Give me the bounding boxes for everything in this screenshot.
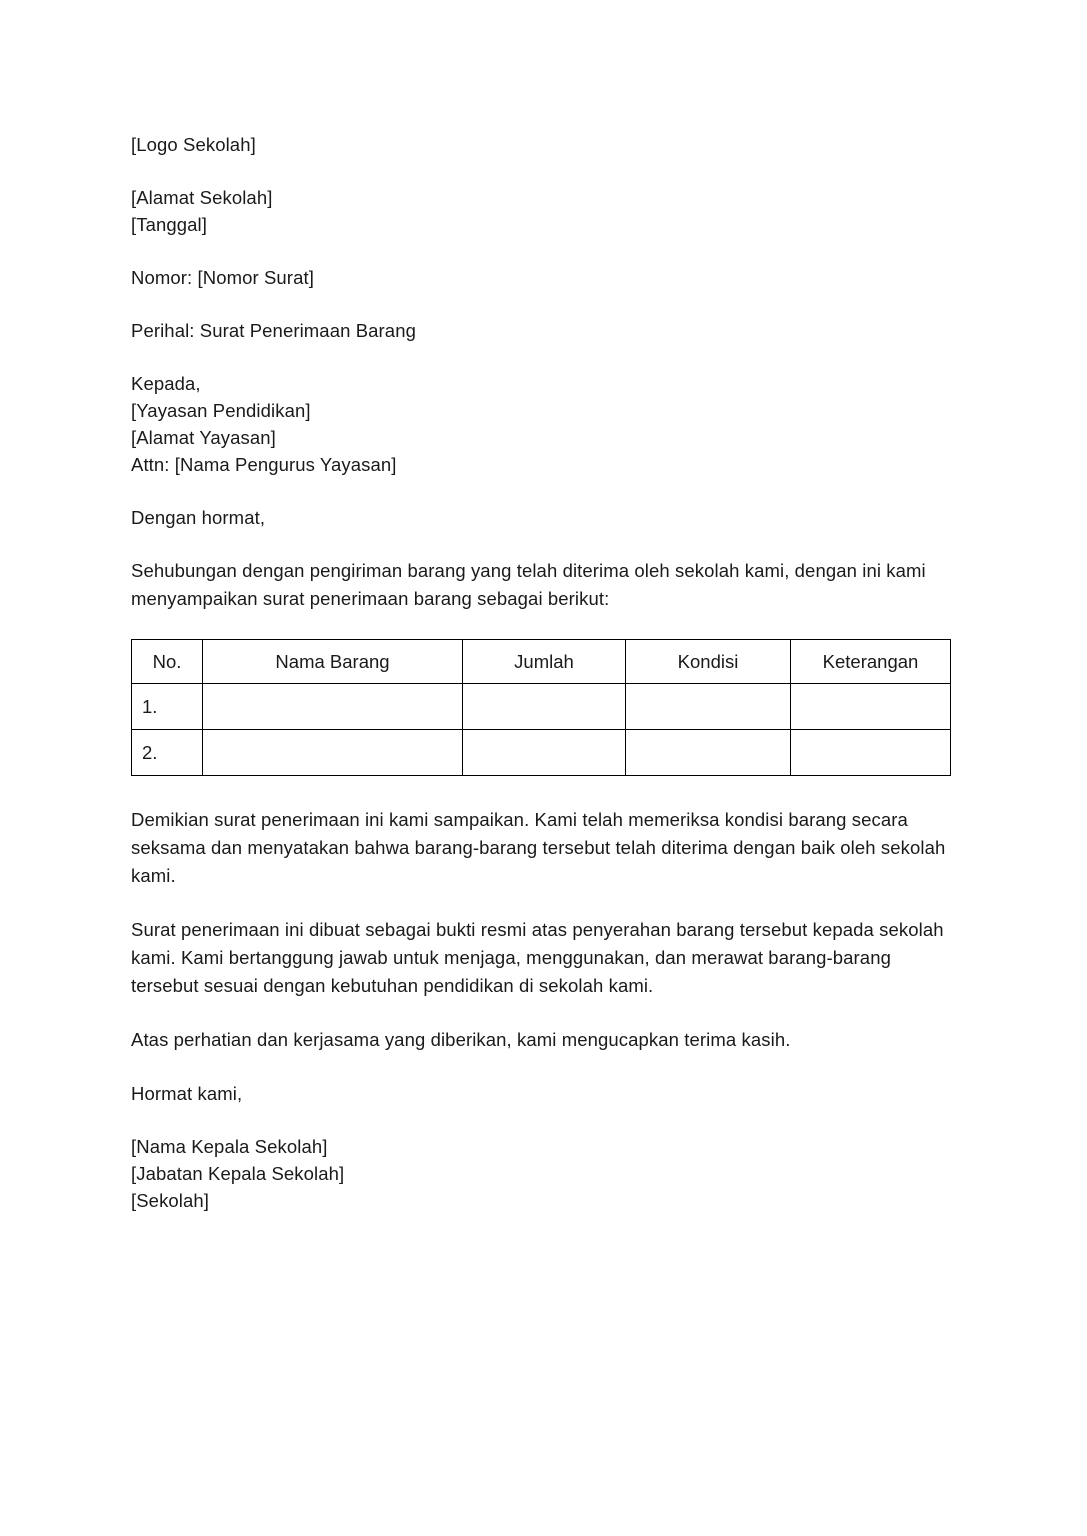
valediction: Hormat kami, [131,1083,243,1104]
table-header-row [132,640,951,684]
cell-nama-barang[interactable] [203,684,463,730]
greeting: Dengan hormat, [131,507,266,528]
cell-jumlah[interactable] [463,684,626,730]
letter-body [131,131,955,1214]
valediction-block [131,1080,955,1107]
signer-name: [Nama Kepala Sekolah] [131,1136,328,1157]
greeting-block [131,504,955,531]
recipient-organization: [Yayasan Pendidikan] [131,400,311,421]
signer-institution: [Sekolah] [131,1190,210,1211]
cell-kondisi[interactable] [626,684,791,730]
sender-address-block [131,184,955,238]
cell-no: 2. [132,730,203,776]
signer-position: [Jabatan Kepala Sekolah] [131,1163,345,1184]
column-header-jumlah: Jumlah [463,640,626,684]
logo-placeholder-block [131,131,955,158]
subject-line: Perihal: Surat Penerimaan Barang [131,320,416,341]
body-paragraph-2: Surat penerimaan ini dibuat sebagai bukti resmi atas penyerahan barang tersebut kepada sekolah kami. Kami bertanggung jawab untuk menjaga, menggunakan, dan merawat barang-barang tersebut sesuai dengan kebutuhan pendidikan di sekolah kami. [131,919,944,996]
cell-no: 1. [132,684,203,730]
column-header-kondisi: Kondisi [626,640,791,684]
table-row [132,684,951,730]
body-paragraph-3: Atas perhatian dan kerjasama yang diberikan, kami mengucapkan terima kasih. [131,1029,791,1050]
recipient-salutation: Kepada, [131,373,201,394]
cell-kondisi[interactable] [626,730,791,776]
column-header-no: No. [132,640,203,684]
intro-paragraph: Sehubungan dengan pengiriman barang yang telah diterima oleh sekolah kami, dengan ini kami menyampaikan surat penerimaan barang sebagai berikut: [131,560,926,609]
signature-block [131,1133,955,1214]
cell-keterangan[interactable] [791,730,951,776]
goods-table [131,639,951,776]
cell-keterangan[interactable] [791,684,951,730]
subject-block [131,317,955,344]
school-address-placeholder: [Alamat Sekolah] [131,187,273,208]
cell-jumlah[interactable] [463,730,626,776]
column-header-keterangan: Keterangan [791,640,951,684]
letter-number: Nomor: [Nomor Surat] [131,267,314,288]
recipient-address: [Alamat Yayasan] [131,427,276,448]
recipient-attention: Attn: [Nama Pengurus Yayasan] [131,454,397,475]
date-placeholder: [Tanggal] [131,214,207,235]
table-row [132,730,951,776]
column-header-nama-barang: Nama Barang [203,640,463,684]
logo-placeholder: [Logo Sekolah] [131,134,256,155]
cell-nama-barang[interactable] [203,730,463,776]
letter-number-block [131,264,955,291]
recipient-block [131,370,955,478]
body-paragraph-1: Demikian surat penerimaan ini kami sampaikan. Kami telah memeriksa kondisi barang secara seksama dan menyatakan bahwa barang-barang tersebut telah diterima dengan baik oleh sekolah kami. [131,809,946,886]
